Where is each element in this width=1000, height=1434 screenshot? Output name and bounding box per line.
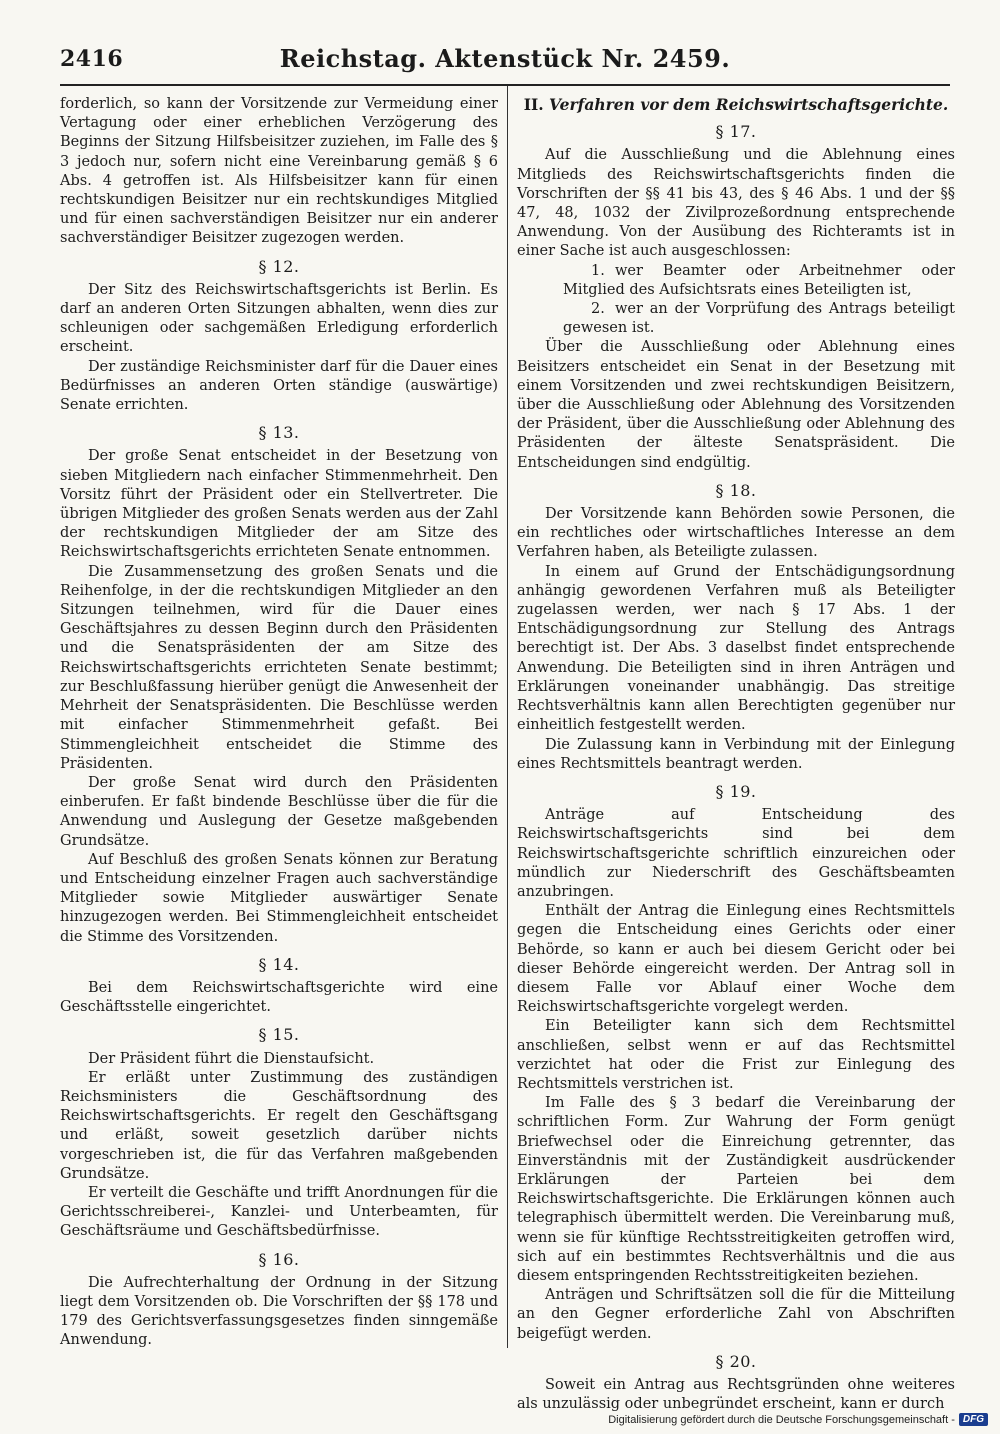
paragraph: Der Vorsitzende kann Behörden sowie Personen, die ein rechtliches oder wirtschaftliches Interesse an dem Verfahren haben, als Beteiligte zulassen. xyxy=(517,506,955,561)
paragraph: Im Falle des § 3 bedarf die Vereinbarung der schriftlichen Form. Zur Wahrung der Form genügt Briefwechsel oder die Einreichung getrennter, das Einverständnis mit der Zuständigkeit ausdrückender Erklärungen der Parteien bei dem Reichswirtschaftsgerichte. Die Erklärungen können auch telegraphisch übermittelt werden. Die Vereinbarung muß, wenn sie für künftige Rechtsstreitigkeiten getroffen wird, sich auf ein bestimmtes Rechtsverhältnis und die aus diesem entspringenden Rechtsstreitigkeiten beziehen. xyxy=(517,1095,955,1284)
paragraph: In einem auf Grund der Entschädigungsordnung anhängig gewordenen Verfahren muß als Beteiligter zugelassen werden, wer nach § 17 Abs. 1 der Entschädigungsordnung zur Stellung des Antrags berechtigt ist. Der Abs. 3 daselbst findet entsprechende Anwendung. Die Beteiligten sind in ihren Anträgen und Erklärungen voneinander unabhängig. Das streitige Rechtsverhältnis kann allen Berechtigten gegenüber nur einheitlich festgestellt werden. xyxy=(517,563,955,734)
section-heading: § 17. xyxy=(715,122,757,142)
part-number: II. xyxy=(523,95,544,114)
part-title: Verfahren vor dem Reichswirtschaftsgerichte. xyxy=(549,95,949,114)
paragraph: Die Zusammensetzung des großen Senats und die Reihenfolge, in der die rechtskundigen Mitglieder an den Sitzungen teilnehmen, wird für die Dauer eines Geschäftsjahres zu dessen Beginn durch den Präsidenten und die Senatspräsidenten der am Sitze des Reichswirtschaftsgerichts errichteten Senate bestimmt; zur Beschlußfassung hierüber genügt die Anwesenheit der Mehrheit der Senatspräsidenten. Die Beschlüsse werden mit einfacher Stimmenmehrheit gefaßt. Bei Stimmengleichheit entscheidet die Stimme des Präsidenten. xyxy=(60,563,498,772)
paragraph: Die Aufrechterhaltung der Ordnung in der Sitzung liegt dem Vorsitzenden ob. Die Vorschriften der §§ 178 und 179 des Gerichtsverfassungsgesetzes finden sinngemäße Anwendung. xyxy=(60,1274,498,1349)
paragraph: Ein Beteiligter kann sich dem Rechtsmittel anschließen, selbst wenn er auf das Rechtsmittel verzichtet hat oder die Frist zur Einlegung des Rechtsmittels verstrichen ist. xyxy=(517,1018,955,1092)
section-heading: § 16. xyxy=(258,1249,300,1269)
enum-item xyxy=(517,262,955,300)
part-heading xyxy=(517,95,955,114)
paragraph: forderlich, so kann der Vorsitzende zur Vermeidung einer Vertagung oder einer erheblichen Verzögerung des Beginns der Sitzung Hilfsbeisitzer zuziehen, im Falle des § 3 jedoch nur, sofern nicht eine Vereinbarung gemäß § 6 Abs. 4 getroffen ist. Als Hilfsbeisitzer kann für einen rechtskundigen Beisitzer nur ein rechtskundiges Mitglied und für einen sachverständigen Beisitzer nur ein anderer sachverständiger Beisitzer zugezogen werden. xyxy=(60,96,498,247)
paragraph: Der große Senat wird durch den Präsidenten einberufen. Er faßt bindende Beschlüsse über die für die Anwendung und Auslegung der Gesetze maßgebenden Grundsätze. xyxy=(60,774,498,849)
paragraph: Enthält der Antrag die Einlegung eines Rechtsmittels gegen die Entscheidung eines Gerichts oder einer Behörde, so kann er auch bei diesem Gericht oder bei dieser Behörde eingereicht werden. Der Antrag soll in diesem Falle vor Ablauf einer Woche dem Reichswirtschaftsgerichte vorgelegt werden. xyxy=(517,903,955,1016)
section-heading: § 19. xyxy=(715,781,757,801)
running-title: Reichstag. Aktenstück Nr. 2459. xyxy=(279,44,731,73)
paragraph: Soweit ein Antrag aus Rechtsgründen ohne weiteres als unzulässig oder unbegründet erscheint, kann er durch xyxy=(517,1377,955,1413)
footer-text: Digitalisierung gefördert durch die Deutsche Forschungsgemeinschaft - xyxy=(608,1413,955,1426)
paragraph: Der große Senat entscheidet in der Besetzung von sieben Mitgliedern nach einfacher Stimmenmehrheit. Den Vorsitz führt der Präsident oder ein Stellvertreter. Die übrigen Mitglieder des großen Senats werden aus der Zahl der rechtskundigen Mitglieder der am Sitze des Reichswirtschaftsgerichts errichteten Senate entnommen. xyxy=(60,448,498,561)
enum-item xyxy=(517,300,955,338)
enum-text: wer an der Vorprüfung des Antrags beteiligt gewesen ist. xyxy=(563,301,955,337)
enum-number: 1. xyxy=(591,262,605,279)
digitization-footer xyxy=(608,1413,988,1426)
enum-number: 2. xyxy=(591,301,605,318)
paragraph: Die Zulassung kann in Verbindung mit der Einlegung eines Rechtsmittels beantragt werden. xyxy=(517,736,955,772)
section-heading: § 13. xyxy=(258,423,300,443)
section-heading: § 20. xyxy=(715,1351,757,1371)
left-column xyxy=(60,95,498,1351)
paragraph: Bei dem Reichswirtschaftsgerichte wird eine Geschäftsstelle eingerichtet. xyxy=(60,979,498,1016)
section-heading: § 15. xyxy=(258,1025,300,1045)
dfg-logo: DFG xyxy=(959,1413,988,1426)
section-heading: § 12. xyxy=(258,256,300,276)
paragraph: Auf die Ausschließung und die Ablehnung eines Mitglieds des Reichswirtschaftsgerichts finden die Vorschriften der §§ 41 bis 43, des § 46 Abs. 1 und der §§ 47, 48, 1032 der Zivilprozeßordnung entsprechende Anwendung. Von der Ausübung des Richteramts ist in einer Sache ist auch ausgeschlossen: xyxy=(517,147,955,260)
section-heading: § 14. xyxy=(258,954,300,974)
paragraph: Er erläßt unter Zustimmung des zuständigen Reichsministers die Geschäftsordnung des Reichswirtschaftsgerichts. Er regelt den Geschäftsgang und erläßt, soweit gesetzlich darüber nichts vorgeschrieben ist, die für das Verfahren maßgebenden Grundsätze. xyxy=(60,1069,498,1182)
paragraph: Der zuständige Reichsminister darf für die Dauer eines Bedürfnisses an anderen Orten ständige (auswärtige) Senate errichten. xyxy=(60,358,498,414)
paragraph: Er verteilt die Geschäfte und trifft Anordnungen für die Gerichtsschreiberei-, Kanzlei- und Unterbeamten, für Geschäftsräume und Geschäftsbedürfnisse. xyxy=(60,1184,498,1240)
column-divider xyxy=(507,86,508,1348)
paragraph: Anträge auf Entscheidung des Reichswirtschaftsgerichts sind bei dem Reichswirtschaftsgerichte schriftlich einzureichen oder mündlich zur Niederschrift des Geschäftsbeamten anzubringen. xyxy=(517,807,955,900)
paragraph: Über die Ausschließung oder Ablehnung eines Beisitzers entscheidet ein Senat in der Besetzung mit einem Vorsitzenden und zwei rechtskundigen Beisitzern, über die Ausschließung oder Ablehnung des Vorsitzenden der Präsident, über die Ausschließung oder Ablehnung des Präsidenten der älteste Senatspräsident. Die Entscheidungen sind endgültig. xyxy=(517,339,955,471)
right-column xyxy=(517,95,955,1414)
paragraph: Anträgen und Schriftsätzen soll die für die Mitteilung an den Gegner erforderliche Zahl von Abschriften beigefügt werden. xyxy=(517,1287,955,1342)
enum-text: wer Beamter oder Arbeitnehmer oder Mitglied des Aufsichtsrats eines Beteiligten ist, xyxy=(563,262,955,298)
section-heading: § 18. xyxy=(715,480,757,500)
paragraph: Auf Beschluß des großen Senats können zur Beratung und Entscheidung einzelner Fragen auch sachverständige Mitglieder sowie Mitglieder auswärtiger Senate hinzugezogen werden. Bei Stimmengleichheit entscheidet die Stimme des Vorsitzenden. xyxy=(60,851,498,945)
page-header xyxy=(60,44,950,86)
page-number: 2416 xyxy=(60,46,124,72)
paragraph: Der Sitz des Reichswirtschaftsgerichts ist Berlin. Es darf an anderen Orten Sitzungen abhalten, wenn dies zur schleunigen oder sachgemäßen Erledigung erforderlich erscheint. xyxy=(60,281,498,356)
paragraph: Der Präsident führt die Dienstaufsicht. xyxy=(88,1050,375,1067)
